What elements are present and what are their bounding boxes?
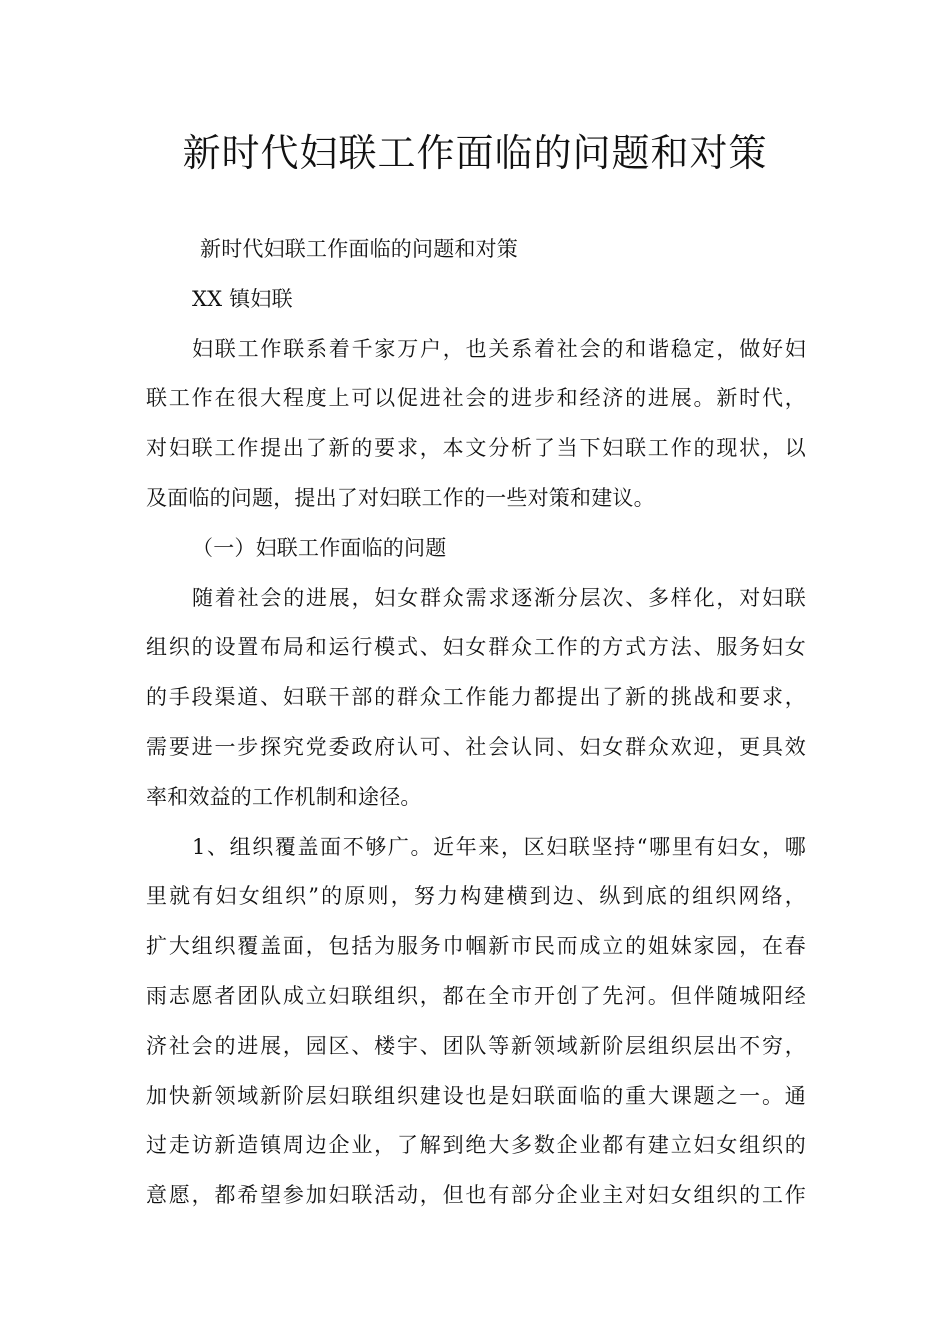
paragraph-line: 过走访新造镇周边企业，了解到绝大多数企业都有建立妇女组织的 (146, 1133, 806, 1158)
paragraph-line: 济社会的进展，园区、楼宇、团队等新领域新阶层组织层出不穷， (146, 1033, 806, 1058)
paragraph-line: 里就有妇女组织”的原则，努力构建横到边、纵到底的组织网络， (146, 884, 806, 909)
document-body (146, 225, 806, 1221)
document-author: XX 镇妇联 (192, 286, 293, 311)
paragraph-line: 及面临的问题，提出了对妇联工作的一些对策和建议。 (146, 485, 655, 510)
paragraph-line: 联工作在很大程度上可以促进社会的进步和经济的进展。新时代， (146, 386, 806, 411)
paragraph-line: 扩大组织覆盖面，包括为服务巾帼新市民而成立的姐妹家园，在春 (146, 934, 806, 959)
document-title: 新时代妇联工作面临的问题和对策 (182, 131, 768, 175)
paragraph-line: 的手段渠道、妇联干部的群众工作能力都提出了新的挑战和要求， (146, 685, 806, 710)
paragraph-line: 随着社会的进展，妇女群众需求逐渐分层次、多样化，对妇联 (192, 585, 806, 610)
paragraph-line: 率和效益的工作机制和途径。 (146, 784, 422, 809)
section-heading: （一）妇联工作面临的问题 (192, 535, 447, 560)
paragraph-line: 组织的设置布局和运行模式、妇女群众工作的方式方法、服务妇女 (146, 635, 806, 660)
paragraph-line: 意愿，都希望参加妇联活动，但也有部分企业主对妇女组织的工作 (146, 1183, 806, 1208)
paragraph-line: 雨志愿者团队成立妇联组织，都在全市开创了先河。但伴随城阳经 (146, 983, 806, 1008)
paragraph-line: 加快新领域新阶层妇联组织建设也是妇联面临的重大课题之一。通 (146, 1083, 806, 1108)
paragraph-line: 1、组织覆盖面不够广。近年来，区妇联坚持“哪里有妇女，哪 (192, 834, 806, 859)
document-subtitle: 新时代妇联工作面临的问题和对策 (200, 237, 518, 261)
paragraph-line: 需要进一步探究党委政府认可、社会认同、妇女群众欢迎，更具效 (146, 734, 806, 759)
paragraph-line: 妇联工作联系着千家万户，也关系着社会的和谐稳定，做好妇 (192, 336, 806, 361)
paragraph-line: 对妇联工作提出了新的要求，本文分析了当下妇联工作的现状，以 (146, 436, 806, 461)
